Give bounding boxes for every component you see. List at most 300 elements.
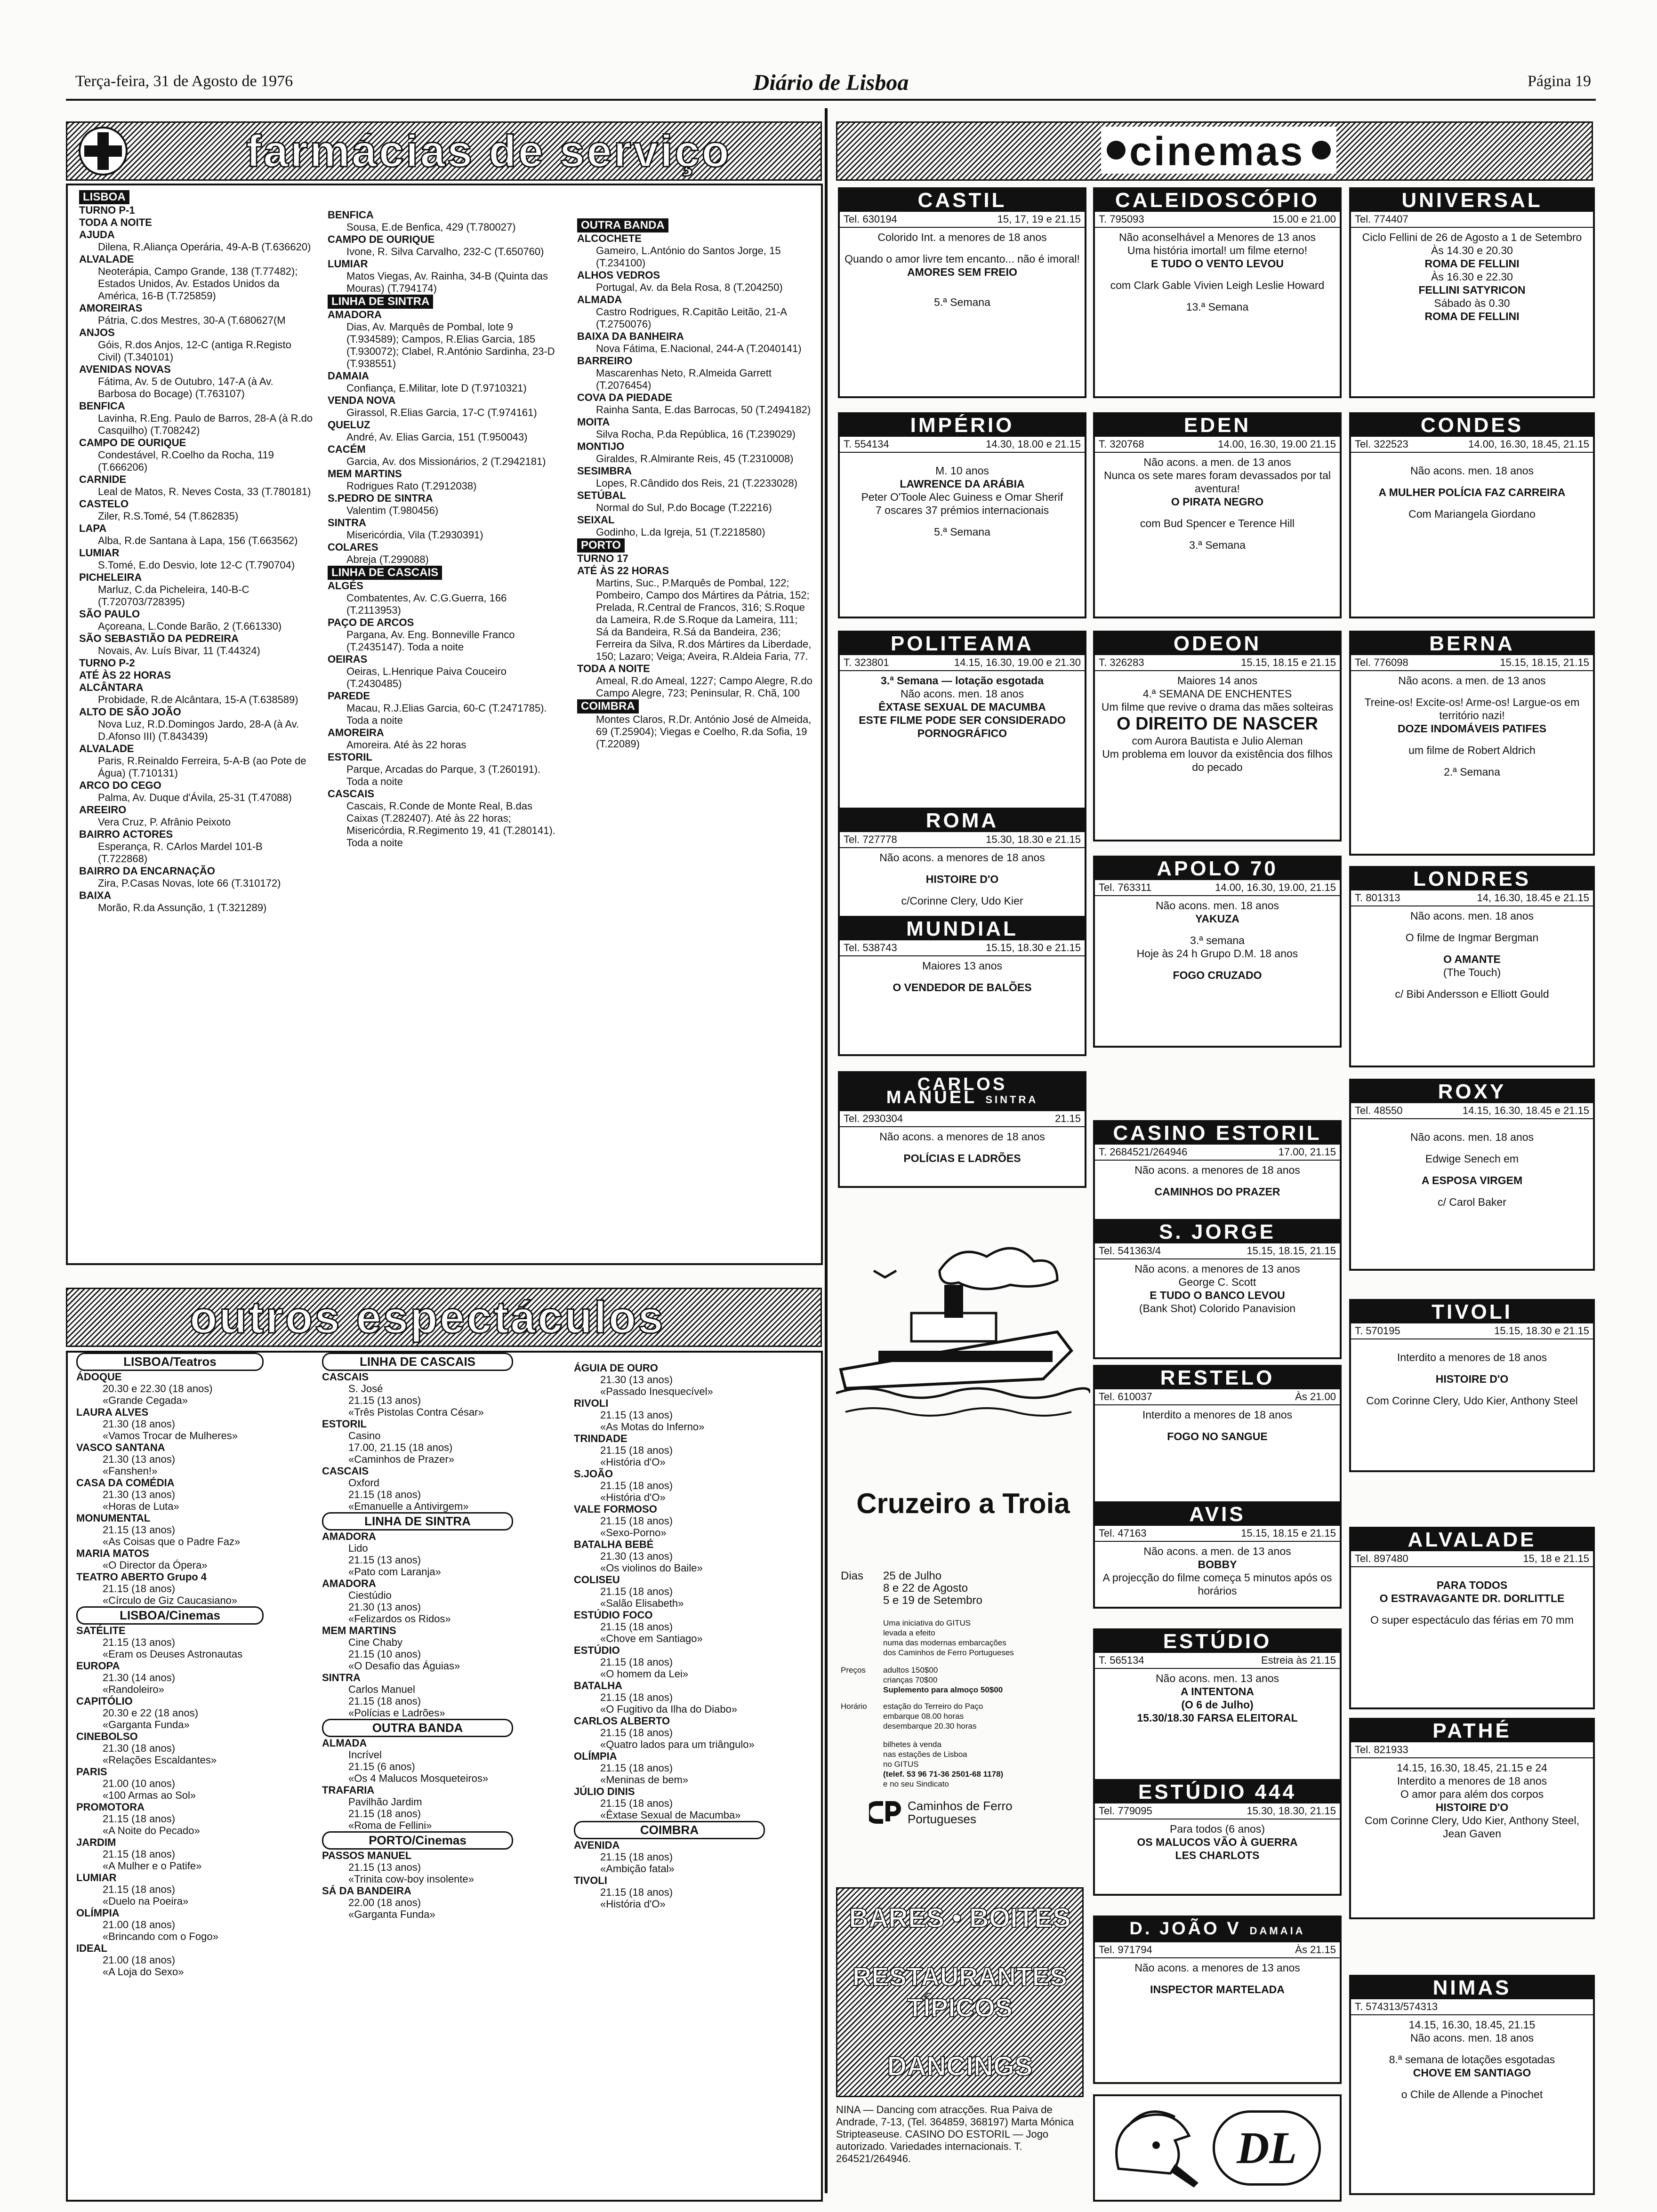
film-info <box>1351 979 1593 987</box>
pharmacy-entry: Misericórdia, Vila (T.2930391) <box>346 529 483 541</box>
venue-detail: 21.15 (6 anos) <box>348 1761 415 1772</box>
section-pill: PORTO/Cinemas <box>322 1831 513 1850</box>
cinema-phone: Tel. 538743 <box>844 942 897 954</box>
cinema-name-text: POLITEAMA <box>890 632 1034 655</box>
caricature-icon <box>1100 2098 1203 2197</box>
venue-detail: «Brincando com o Fogo» <box>103 1931 218 1942</box>
showtimes: 14.30, 18.00 e 21.15 <box>986 438 1081 450</box>
film-info <box>840 1143 1085 1152</box>
pharmacy-entry: Fátima, Av. 5 de Outubro, 147-A (à Av. Barbosa do Bocage) (T.763107) <box>98 376 273 400</box>
venue-name: PARIS <box>76 1766 107 1778</box>
pharmacy-entry: Parque, Arcadas do Parque, 3 (T.260191). Toda a noite <box>346 763 541 787</box>
phone-times-row <box>840 1111 1085 1127</box>
cinema-listing <box>1349 412 1595 618</box>
pharmacy-entry: Zira, P.Casas Novas, lote 66 (T.310172) <box>98 877 281 889</box>
showtimes: 15.15, 18.15, 21.15 <box>1500 657 1589 668</box>
venue-detail: «Grande Cegada» <box>103 1395 188 1406</box>
cinema-name <box>1351 1529 1593 1551</box>
venue-detail: «Pato com Laranja» <box>348 1566 441 1578</box>
bares-word: RESTAURANTES TÍPICOS <box>852 1962 1068 2022</box>
film-info <box>1351 2044 1593 2053</box>
cinema-name-text: ESTÚDIO 444 <box>1138 1780 1297 1803</box>
film-info: Não acons. a menores de 13 anos <box>1134 1263 1300 1275</box>
venue-name: BATALHA BEBÉ <box>574 1539 654 1550</box>
venue-detail: 21.15 (18 anos) <box>600 1797 673 1809</box>
film-info <box>1351 2079 1593 2088</box>
phone-times-row <box>1351 1999 1593 2015</box>
film-info: Não acons. men. 18 anos <box>1410 910 1534 922</box>
film-info: Às 16.30 e 22.30 <box>1431 271 1513 283</box>
film-info: Para todos (6 anos) <box>1169 1823 1265 1835</box>
outros-box <box>66 1351 823 2202</box>
showtimes: 14.15, 16.30, 18.45 e 21.15 <box>1462 1105 1589 1116</box>
cinema-name <box>1095 1917 1340 1942</box>
cinema-phone: Tel. 2930304 <box>844 1113 903 1124</box>
film-info: Interdito a menores de 18 anos <box>1142 1409 1293 1421</box>
showtimes: 14.00, 16.30, 19.00 21.15 <box>1218 438 1336 450</box>
venue-detail: 21.15 (18 anos) <box>348 1489 421 1500</box>
film-info <box>840 287 1085 296</box>
venue-detail: Lido <box>348 1542 368 1554</box>
cinema-name-text: TIVOLI <box>1432 1300 1512 1323</box>
ad-bilhetes: nas estações de Lisboa <box>883 1750 967 1759</box>
section-pill: OUTRA BANDA <box>322 1719 513 1737</box>
ad-blurb: Uma iniciativa do GITUS <box>883 1619 971 1627</box>
pharmacy-entry: Pargana, Av. Eng. Bonneville Franco (T.2435147). Toda a noite <box>346 629 515 653</box>
cinema-phone: Tel. 821933 <box>1355 1744 1408 1755</box>
place-name: SÃO PAULO <box>79 608 140 620</box>
cinema-phone: Tel. 776098 <box>1355 657 1408 668</box>
cinema-name-text: CALEIDOSCÓPIO <box>1115 189 1320 212</box>
venue-name: CASCAIS <box>322 1465 369 1477</box>
venue-detail: «As Motas do Inferno» <box>600 1421 705 1433</box>
venue-detail: «Quatro lados para um triângulo» <box>600 1739 755 1750</box>
film-info: Não acons. a menores de 18 anos <box>879 1130 1045 1143</box>
venue-name: SINTRA <box>322 1672 361 1683</box>
venue-detail: 21.15 (18 anos) <box>600 1727 673 1739</box>
film-info: Quando o amor livre tem encanto... não é imoral! <box>845 253 1080 265</box>
film-info: Não acons. a menores de 13 anos <box>1134 1962 1300 1974</box>
pharmacy-entry: Cascais, R.Conde de Monte Real, B.das Caixas (T.282407). Até às 22 horas; Misericórdia, R.Regimento 19, 41 (T.280141). Toda a noite <box>346 800 555 849</box>
film-info <box>1351 944 1593 953</box>
film-info <box>1351 499 1593 507</box>
ad-blurb: numa das modernas embarcações <box>883 1638 1006 1647</box>
pharmacy-entry: Ivone, R. Silva Carvalho, 232-C (T.650760) <box>346 246 544 257</box>
venue-detail: «A Loja do Sexo» <box>103 1966 184 1978</box>
cinema-name <box>840 189 1085 212</box>
phone-times-row <box>1095 1145 1340 1161</box>
place-name: SETÚBAL <box>577 489 626 501</box>
farmacias-column-3 <box>577 218 812 750</box>
cinema-name <box>1095 858 1340 880</box>
cinema-name <box>1095 414 1340 437</box>
cinema-phone: Tel. 541363/4 <box>1099 1245 1161 1257</box>
pharmacy-entry: Esperança, R. CArlos Mardel 101-B (T.722868) <box>98 841 263 865</box>
venue-detail: 21.15 (18 anos) <box>348 1695 421 1707</box>
pharmacy-entry: Portugal, Av. da Bela Rosa, 8 (T.204250) <box>596 281 783 293</box>
cinema-name <box>1095 1781 1340 1803</box>
place-name: LUMIAR <box>79 547 120 559</box>
place-name: S.PEDRO DE SINTRA <box>328 492 433 504</box>
film-info: Interdito a menores de 18 anos <box>1397 1351 1547 1363</box>
venue-detail: 17.00, 21.15 (18 anos) <box>348 1442 453 1453</box>
cinema-name <box>840 633 1085 655</box>
ad-dia: 25 de Julho <box>883 1570 942 1582</box>
place-name: SÃO SEBASTIÃO DA PEDREIRA <box>79 633 239 644</box>
venue-detail: Ciestúdio <box>348 1589 392 1601</box>
film-title: A INTENTONA <box>1181 1685 1254 1698</box>
phone-times-row <box>840 212 1085 228</box>
film-info <box>1095 1974 1340 1983</box>
cinema-name-text: MUNDIAL <box>906 917 1018 940</box>
venue-name: ÁGUIA DE OURO <box>574 1362 658 1374</box>
pharmacy-entry: Palma, Av. Duque d'Ávila, 25-31 (T.47088) <box>98 792 292 803</box>
region-header: LISBOA <box>79 190 129 204</box>
cinema-phone: T. 320768 <box>1099 438 1144 450</box>
phone-times-row <box>1095 1526 1340 1542</box>
cinemas-banner <box>836 121 1593 181</box>
phone-times-row <box>840 655 1085 671</box>
cinema-phone: Tel. 47163 <box>1099 1527 1147 1539</box>
venue-name: PROMOTORA <box>76 1801 145 1813</box>
venue-detail: «O Desafio das Águias» <box>348 1660 460 1672</box>
venue-detail: «Salão Elisabeth» <box>600 1597 684 1609</box>
film-info: George C. Scott <box>1178 1276 1256 1288</box>
film-info: Não acons. men. 18 anos <box>1410 465 1534 477</box>
cinema-listing <box>1349 631 1595 856</box>
place-name: ALCÂNTARA <box>79 681 144 693</box>
cinema-phone: Tel. 971794 <box>1099 1944 1152 1956</box>
farmacias-title: farmácias de serviço <box>246 126 731 176</box>
venue-name: CASCAIS <box>322 1371 369 1383</box>
film-title: BOBBY <box>1198 1558 1237 1571</box>
film-info: Edwige Senech em <box>1425 1153 1519 1165</box>
venue-detail: 21.15 (18 anos) <box>600 1480 673 1491</box>
venue-detail: 21.15 (18 anos) <box>600 1886 673 1898</box>
film-info: Não acons. men. 18 anos <box>1155 899 1279 912</box>
film-info: O filme de Ingmar Bergman <box>1405 931 1539 944</box>
pharmacy-entry: Vera Cruz, P. Afrânio Peixoto <box>98 816 231 828</box>
cinema-phone: Tel. 779095 <box>1099 1805 1152 1817</box>
shift-heading: ATÉ ÀS 22 HORAS <box>79 669 171 681</box>
phone-times-row <box>1351 1103 1593 1119</box>
film-title: AMORES SEM FREIO <box>907 266 1017 278</box>
venue-name: OLÍMPIA <box>574 1750 617 1762</box>
ad-precos-label: Preços <box>841 1666 866 1675</box>
showtimes: 15.30, 18.30 e 21.15 <box>986 834 1081 845</box>
ad-dia: 5 e 19 de Setembro <box>883 1594 982 1607</box>
film-title: 15.30/18.30 FARSA ELEITORAL <box>1137 1712 1298 1724</box>
venue-detail: 21.15 (13 anos) <box>348 1861 421 1873</box>
showtimes: 14.00, 16.30, 19.00, 21.15 <box>1215 882 1336 893</box>
place-name: ESTORIL <box>328 751 372 763</box>
venue-name: MARIA MATOS <box>76 1547 149 1559</box>
cinema-listing <box>838 187 1086 398</box>
shift-heading: TURNO P-1 <box>79 204 135 216</box>
cinema-listing <box>1093 1219 1342 1359</box>
film-info: (The Touch) <box>1443 966 1501 978</box>
pharmacy-entry: Oeiras, L.Henrique Paiva Couceiro (T.2430485) <box>346 665 507 689</box>
film-info <box>1351 1122 1593 1130</box>
film-title: OS MALUCOS VÃO À GUERRA <box>1137 1836 1298 1848</box>
venue-name: CAPITÓLIO <box>76 1695 133 1707</box>
venue-name: ÁDOQUE <box>76 1371 122 1383</box>
bares-word: BARES • BOITES <box>849 1903 1071 1933</box>
pharmacy-entry: Dilena, R.Aliança Operária, 49-A-B (T.636620) <box>98 241 311 253</box>
showtimes: 15, 17, 19 e 21.15 <box>997 213 1081 225</box>
section-pill: LISBOA/Cinemas <box>76 1606 264 1625</box>
pharmacy-entry: Dias, Av. Marquês de Pombal, lote 9 (T.934589); Campos, R.Elias Garcia, 185 (T.930072); Clabel, R.António Sardinha, 23-D (T.938551) <box>346 321 555 369</box>
venue-name: TRAFARIA <box>322 1784 375 1796</box>
venue-detail: 21.15 (18 anos) <box>600 1656 673 1668</box>
showtimes: 15.15, 18.15, 21.15 <box>1247 1245 1336 1257</box>
cinema-listing <box>1093 1779 1342 1896</box>
phone-times-row <box>1095 1942 1340 1958</box>
venue-detail: «O homem da Lei» <box>600 1668 689 1680</box>
venue-name: TRINDADE <box>574 1433 627 1444</box>
phone-times-row <box>1351 1551 1593 1567</box>
cinema-name-text: AVIS <box>1189 1503 1246 1526</box>
phone-times-row <box>1351 1323 1593 1339</box>
cinema-listing <box>1093 856 1342 1048</box>
film-info <box>1351 456 1593 464</box>
film-title: PARA TODOS <box>1436 1579 1508 1591</box>
film-info: Hoje às 24 h Grupo D.M. 18 anos <box>1136 947 1298 960</box>
phone-times-row <box>1095 655 1340 671</box>
cinema-listing <box>1349 1975 1595 2195</box>
venue-name: AVENIDA <box>574 1839 620 1851</box>
film-info <box>840 244 1085 252</box>
venue-detail: 21.15 (18 anos) <box>600 1444 673 1456</box>
venue-detail: 21.15 (18 anos) <box>600 1621 673 1633</box>
place-name: AJUDA <box>79 229 115 240</box>
pharmacy-entry: Garcia, Av. dos Missionários, 2 (T.2942181) <box>346 456 546 467</box>
pharmacy-entry: Sousa, E.de Benfica, 429 (T.780027) <box>346 221 516 233</box>
phone-times-row <box>1095 1653 1340 1669</box>
venue-detail: «Randoleiro» <box>103 1683 164 1695</box>
venue-detail: «Os violinos do Baile» <box>600 1562 703 1574</box>
cinema-phone: T. 795093 <box>1099 213 1144 225</box>
place-name: ALCOCHETE <box>577 232 642 244</box>
cinema-phone: T. 323801 <box>844 657 889 668</box>
cinema-name-text: PATHÉ <box>1432 1719 1512 1742</box>
pharmacy-entry: Confiança, E.Militar, lote D (T.9710321) <box>346 382 527 394</box>
cruzeiro-ad <box>836 1233 1090 1868</box>
film-info: Nunca os sete mares foram devassados por tal aventura! <box>1104 469 1331 495</box>
film-info: Treine-os! Excite-os! Arme-os! Largue-os em território nazi! <box>1364 696 1580 721</box>
pharmacy-entry: Pátria, C.dos Mestres, 30-A (T.680627(M <box>98 314 286 326</box>
venue-detail: «Trinita cow-boy insolente» <box>348 1873 474 1885</box>
film-info: 5.ª Semana <box>934 526 990 538</box>
venue-detail: 21.00 (18 anos) <box>103 1954 176 1966</box>
bullet-left-icon <box>1107 141 1126 160</box>
venue-name: JARDIM <box>76 1836 116 1848</box>
bares-word: DANCINGS <box>887 2051 1033 2082</box>
venue-detail: «História d'O» <box>600 1491 666 1503</box>
venue-detail: 21.15 (13 anos) <box>348 1554 421 1566</box>
pharmacy-entry: Girassol, R.Elias Garcia, 17-C (T.974161) <box>346 407 537 418</box>
film-info <box>840 279 1085 287</box>
venue-detail: 21.15 (18 anos) <box>103 1583 176 1595</box>
cinema-name <box>1351 868 1593 890</box>
showtimes: 15, 18 e 21.15 <box>1523 1553 1589 1564</box>
ad-title: Cruzeiro a Troia <box>856 1488 1070 1519</box>
showtimes: 15.15, 18.15 e 21.15 <box>1241 657 1336 668</box>
place-name: LUMIAR <box>328 258 368 270</box>
pharmacy-entry: Normal do Sul, P.do Bocage (T.22216) <box>596 502 772 513</box>
venue-name: VALE FORMOSO <box>574 1503 657 1515</box>
section-pill: LINHA DE SINTRA <box>322 1512 513 1531</box>
cinemas-title: cinemas <box>1129 129 1305 174</box>
region-header: LINHA DE CASCAIS <box>328 566 442 580</box>
cross-icon <box>79 127 128 176</box>
pharmacy-entry: Abreja (T.299088) <box>346 553 429 565</box>
film-info: Não acons. a men. de 13 anos <box>1143 1545 1291 1557</box>
place-name: AREEIRO <box>79 804 127 816</box>
phone-times-row <box>1095 437 1340 453</box>
cinema-name <box>840 1073 1085 1111</box>
shift-heading: TODA A NOITE <box>577 663 650 674</box>
outros-column-2 <box>322 1353 557 1920</box>
place-name: CASTELO <box>79 498 129 510</box>
film-info: Não acons. men. 18 anos <box>900 688 1024 700</box>
venue-detail: «Êxtase Sexual de Macumba» <box>600 1809 741 1821</box>
film-info: Não acons. men. 13 anos <box>1155 1672 1279 1684</box>
place-name: LAPA <box>79 522 107 534</box>
venue-detail: «Relações Escaldantes» <box>103 1754 217 1766</box>
place-name: MOITA <box>577 416 610 428</box>
venue-name: SATÉLITE <box>76 1625 126 1636</box>
venue-name: IDEAL <box>76 1942 107 1954</box>
place-name: BAIXA DA BANHEIRA <box>577 330 684 342</box>
ad-preco: crianças 70$00 <box>883 1675 938 1684</box>
ad-bilhetes: no GITUS <box>883 1760 919 1769</box>
ad-bilhetes: bilhetes à venda <box>883 1740 941 1749</box>
venue-name: MEM MARTINS <box>322 1625 396 1636</box>
place-name: BARREIRO <box>577 355 633 367</box>
cinema-listing <box>1093 412 1342 618</box>
venue-detail: «A Mulher e o Patife» <box>103 1860 202 1872</box>
pharmacy-entry: Morão, R.da Assunção, 1 (T.321289) <box>98 902 267 914</box>
cinema-name <box>1351 633 1593 655</box>
venue-detail: «Os 4 Malucos Mosqueteiros» <box>348 1772 489 1784</box>
outros-title: outros espectáculos <box>190 1292 665 1343</box>
cinema-name <box>1351 1977 1593 1999</box>
venue-name: ESTORIL <box>322 1418 367 1430</box>
venue-detail: «O Director da Ópera» <box>103 1559 208 1571</box>
venue-name: AMADORA <box>322 1578 376 1589</box>
cinema-name-text: IMPÉRIO <box>910 414 1014 437</box>
film-info <box>1095 530 1340 538</box>
showtimes: 15.15, 18.30 e 21.15 <box>1494 1325 1589 1337</box>
film-info: Não aconselhável a Menores de 13 anos <box>1118 231 1316 243</box>
page-number: Página 19 <box>1527 72 1591 90</box>
venue-name: CASA DA COMÉDIA <box>76 1477 175 1489</box>
issue-date: Terça-feira, 31 de Agosto de 1976 <box>75 72 293 90</box>
film-info: Colorido Int. a menores de 18 anos <box>877 231 1047 243</box>
film-info: 13.ª Semana <box>1186 301 1249 313</box>
film-title: POLÍCIAS E LADRÕES <box>903 1152 1021 1164</box>
phone-times-row <box>1095 880 1340 896</box>
film-info: um filme de Robert Aldrich <box>1408 744 1536 756</box>
venue-name: ALMADA <box>322 1737 367 1749</box>
venue-detail: 21.15 (18 anos) <box>103 1883 176 1895</box>
place-name: COLARES <box>328 541 378 553</box>
film-info <box>1351 922 1593 931</box>
outros-banner <box>66 1288 822 1347</box>
venue-detail: «Horas de Luta» <box>103 1500 179 1512</box>
film-title: ROMA DE FELLINI <box>1424 257 1520 270</box>
film-info <box>1095 292 1340 300</box>
film-info: Peter O'Toole Alec Guiness e Omar Sherif <box>861 491 1063 503</box>
film-info: 7 oscares 37 prémios internacionais <box>875 504 1049 516</box>
venue-name: AMADORA <box>322 1531 376 1542</box>
film-title: (O 6 de Julho) <box>1181 1699 1254 1711</box>
venue-detail: 21.15 (18 anos) <box>103 1848 176 1860</box>
venue-name: RIVOLI <box>574 1397 609 1409</box>
place-name: ANJOS <box>79 327 115 338</box>
film-title: CAMINHOS DO PRAZER <box>1154 1186 1280 1198</box>
showtimes: 15.15, 18.30 e 21.15 <box>986 942 1081 954</box>
section-pill: LINHA DE CASCAIS <box>322 1353 513 1371</box>
venue-detail: 21.15 (13 anos) <box>103 1636 176 1648</box>
pharmacy-entry: Nova Fátima, E.Nacional, 244-A (T.2040141) <box>596 343 802 354</box>
pharmacy-entry: Lopes, R.Cândido dos Reis, 21 (T.2233028) <box>596 477 798 489</box>
place-name: AVENIDAS NOVAS <box>79 363 171 375</box>
place-name: PICHELEIRA <box>79 571 142 583</box>
place-name: BENFICA <box>328 209 374 221</box>
cinema-phone: Tel. 763311 <box>1099 882 1152 893</box>
cinema-phone: T. 326283 <box>1099 657 1144 668</box>
cinema-listing <box>1093 1628 1342 1797</box>
cinema-phone: Tel. 630194 <box>844 213 897 225</box>
film-title: INSPECTOR MARTELADA <box>1150 1983 1285 1996</box>
ad-blurb: dos Caminhos de Ferro Portugueses <box>883 1648 1014 1657</box>
place-name: BAIRRO ACTORES <box>79 828 173 840</box>
ad-body <box>841 1570 1086 1826</box>
film-info <box>840 972 1085 981</box>
venue-detail: «As Coisas que o Padre Faz» <box>103 1536 241 1547</box>
phone-times-row <box>1095 1243 1340 1259</box>
pharmacy-entry: Matos Viegas, Av. Rainha, 34-B (Quinta das Mouras) (T.794174) <box>346 270 548 294</box>
cinema-phone: Tel. 610037 <box>1099 1391 1152 1403</box>
film-title: ESTE FILME PODE SER CONSIDERADO PORNOGRÁFICO <box>859 714 1066 739</box>
cinema-listing <box>838 808 1086 924</box>
place-name: QUELUZ <box>328 419 370 431</box>
region-header: COIMBRA <box>577 699 639 713</box>
film-info <box>1351 735 1593 744</box>
cinema-name-text: ALVALADE <box>1408 1528 1536 1551</box>
film-title: DOZE INDOMÁVEIS PATIFES <box>1397 722 1547 735</box>
pharmacy-entry: Rodrigues Rato (T.2912038) <box>346 480 477 492</box>
cinema-phone: Tel. 727778 <box>844 834 897 845</box>
cinema-name-text: ESTÚDIO <box>1163 1630 1272 1653</box>
cinema-name-text: NIMAS <box>1432 1976 1512 1999</box>
film-title: HISTOIRE D'O <box>1435 1801 1509 1813</box>
venue-detail: 22.00 (18 anos) <box>348 1897 421 1908</box>
phone-times-row <box>1351 212 1593 228</box>
cinema-name <box>1095 1503 1340 1526</box>
place-name: ALGÉS <box>328 580 363 592</box>
film-info: c/Corinne Clery, Udo Kier <box>901 895 1023 907</box>
venue-detail: «Polícias e Ladrões» <box>348 1707 445 1719</box>
venue-detail: «Meninas de bem» <box>600 1774 689 1786</box>
place-name: AMOREIRAS <box>79 302 143 314</box>
venue-detail: 21.30 (13 anos) <box>600 1550 673 1562</box>
film-info: Ciclo Fellini de 26 de Agosto a 1 de Setembro <box>1362 231 1582 243</box>
venue-name: ESTÚDIO FOCO <box>574 1609 653 1621</box>
showtimes: 14, 16.30, 18.45 e 21.15 <box>1477 892 1589 904</box>
